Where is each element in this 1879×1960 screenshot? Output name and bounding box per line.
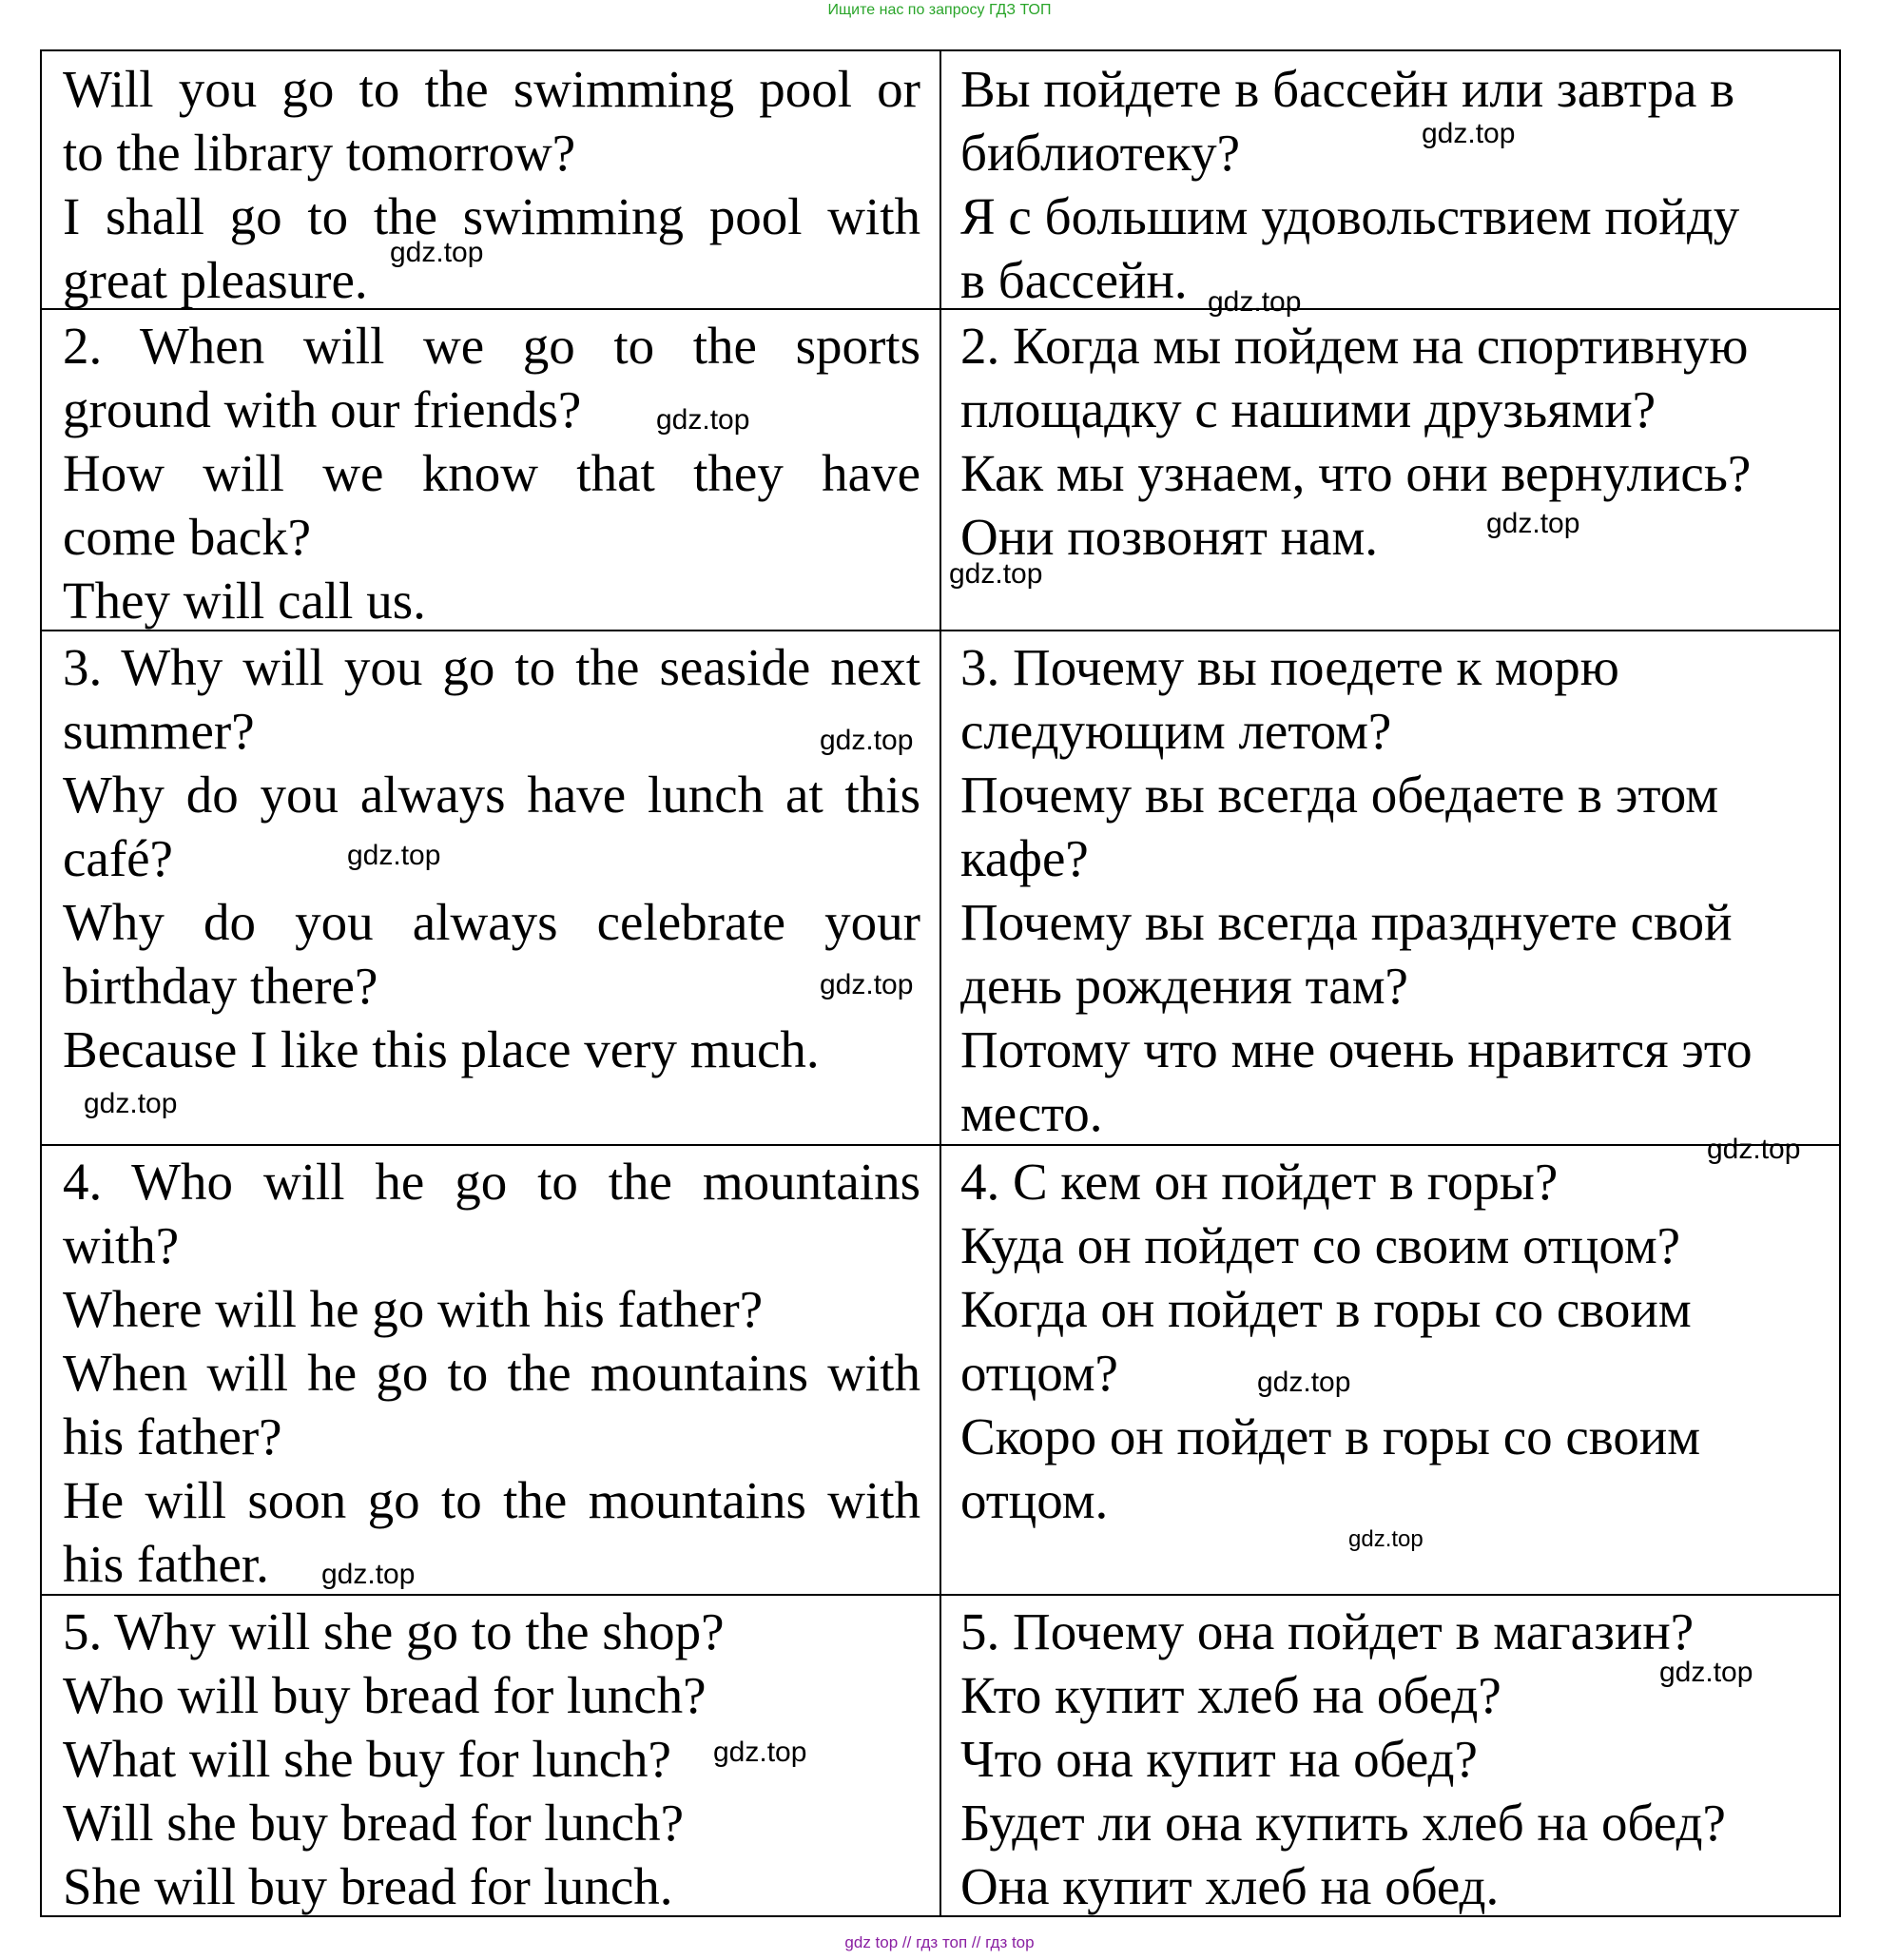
text-line: Who will buy bread for lunch? xyxy=(63,1666,707,1724)
table-row xyxy=(42,630,1839,1146)
text-line: 2. Когда мы пойдем на спортивную xyxy=(960,317,1749,375)
text-line: 4. Who will he go to the mountains xyxy=(63,1153,920,1211)
watermark: gdz.top xyxy=(1422,118,1516,149)
text-line: 4. С кем он пойдет в горы? xyxy=(960,1153,1559,1211)
text-line: Они позвонят нам. xyxy=(960,508,1379,566)
russian-cell xyxy=(960,1600,1818,1917)
text-line: место. xyxy=(960,1084,1103,1142)
table-row xyxy=(42,1594,1839,1917)
text-line: I shall go to the swimming pool with xyxy=(63,187,920,245)
text-line: summer? xyxy=(63,702,255,760)
text-line: отцом. xyxy=(960,1471,1109,1529)
text-line: with? xyxy=(63,1216,180,1274)
russian-cell xyxy=(960,57,1818,308)
text-line: Будет ли она купить хлеб на обед? xyxy=(960,1794,1726,1852)
text-line: Вы пойдете в бассейн или завтра в xyxy=(960,60,1735,118)
text-line: Что она купит на обед? xyxy=(960,1730,1478,1788)
english-cell xyxy=(63,635,920,1146)
text-line: What will she buy for lunch? xyxy=(63,1730,671,1788)
text-line: 3. Почему вы поедете к морю xyxy=(960,638,1619,696)
english-cell xyxy=(63,314,920,631)
watermark: gdz.top xyxy=(321,1559,416,1590)
text-line: great pleasure. xyxy=(63,251,368,309)
text-line: Will she buy bread for lunch? xyxy=(63,1794,684,1852)
text-line: He will soon go to the mountains with xyxy=(63,1471,920,1529)
text-line: ground with our friends? xyxy=(63,380,582,438)
watermark: gdz.top xyxy=(347,840,441,871)
russian-cell xyxy=(960,314,1818,631)
text-line: 5. Why will she go to the shop? xyxy=(63,1602,725,1660)
top-banner: Ищите нас по запросу ГДЗ ТОП xyxy=(827,2,1052,18)
text-line: Я с большим удовольствием пойду xyxy=(960,187,1740,245)
watermark: gdz.top xyxy=(84,1088,178,1119)
text-line: Why do you always have lunch at this xyxy=(63,766,920,824)
text-line: Она купит хлеб на обед. xyxy=(960,1857,1500,1915)
watermark: gdz.top xyxy=(1486,508,1580,539)
text-line: his father? xyxy=(63,1407,282,1465)
watermark: gdz.top xyxy=(820,969,914,1000)
text-line: библиотеку? xyxy=(960,124,1240,182)
answer-table xyxy=(40,49,1841,1917)
text-line: Скоро он пойдет в горы со своим xyxy=(960,1407,1701,1465)
text-line: 3. Why will you go to the seaside next xyxy=(63,638,920,696)
watermark: gdz.top xyxy=(1707,1134,1801,1165)
text-line: отцом? xyxy=(960,1344,1118,1402)
text-line: в бассейн. xyxy=(960,251,1188,309)
bottom-banner: gdz top // гдз топ // гдз top xyxy=(844,1933,1035,1951)
english-cell xyxy=(63,57,920,308)
text-line: 5. Почему она пойдет в магазин? xyxy=(960,1602,1695,1660)
watermark: gdz.top xyxy=(390,237,484,268)
text-line: день рождения там? xyxy=(960,957,1408,1015)
table-row xyxy=(42,308,1839,631)
watermark: gdz.top xyxy=(1348,1526,1424,1552)
text-line: They will call us. xyxy=(63,572,426,630)
text-line: следующим летом? xyxy=(960,702,1392,760)
text-line: Why do you always celebrate your xyxy=(63,893,920,951)
english-cell xyxy=(63,1150,920,1596)
table-row xyxy=(42,1144,1839,1596)
text-line: birthday there? xyxy=(63,957,378,1015)
watermark: gdz.top xyxy=(713,1737,807,1768)
text-line: Как мы узнаем, что они вернулись? xyxy=(960,444,1752,502)
text-line: Кто купит хлеб на обед? xyxy=(960,1666,1501,1724)
text-line: his father. xyxy=(63,1535,269,1593)
text-line: Когда он пойдет в горы со своим xyxy=(960,1280,1692,1338)
text-line: Почему вы всегда обедаете в этом xyxy=(960,766,1719,824)
text-line: to the library tomorrow? xyxy=(63,124,576,182)
text-line: Почему вы всегда празднуете свой xyxy=(960,893,1733,951)
text-line: When will he go to the mountains with xyxy=(63,1344,920,1402)
text-line: 2. When will we go to the sports xyxy=(63,317,920,375)
text-line: come back? xyxy=(63,508,312,566)
text-line: Потому что мне очень нравится это xyxy=(960,1020,1753,1078)
watermark: gdz.top xyxy=(949,558,1043,590)
watermark: gdz.top xyxy=(1208,286,1302,318)
text-line: Where will he go with his father? xyxy=(63,1280,764,1338)
russian-cell xyxy=(960,635,1818,1146)
watermark: gdz.top xyxy=(1659,1657,1753,1688)
text-line: Will you go to the swimming pool or xyxy=(63,60,920,118)
watermark: gdz.top xyxy=(1257,1367,1351,1398)
text-line: кафе? xyxy=(960,829,1089,887)
text-line: café? xyxy=(63,829,173,887)
text-line: Куда он пойдет со своим отцом? xyxy=(960,1216,1681,1274)
text-line: How will we know that they have xyxy=(63,444,920,502)
text-line: Because I like this place very much. xyxy=(63,1020,820,1078)
watermark: gdz.top xyxy=(820,725,914,756)
watermark: gdz.top xyxy=(656,404,750,436)
text-line: She will buy bread for lunch. xyxy=(63,1857,673,1915)
table-row xyxy=(42,51,1839,308)
text-line: площадку с нашими друзьями? xyxy=(960,380,1656,438)
